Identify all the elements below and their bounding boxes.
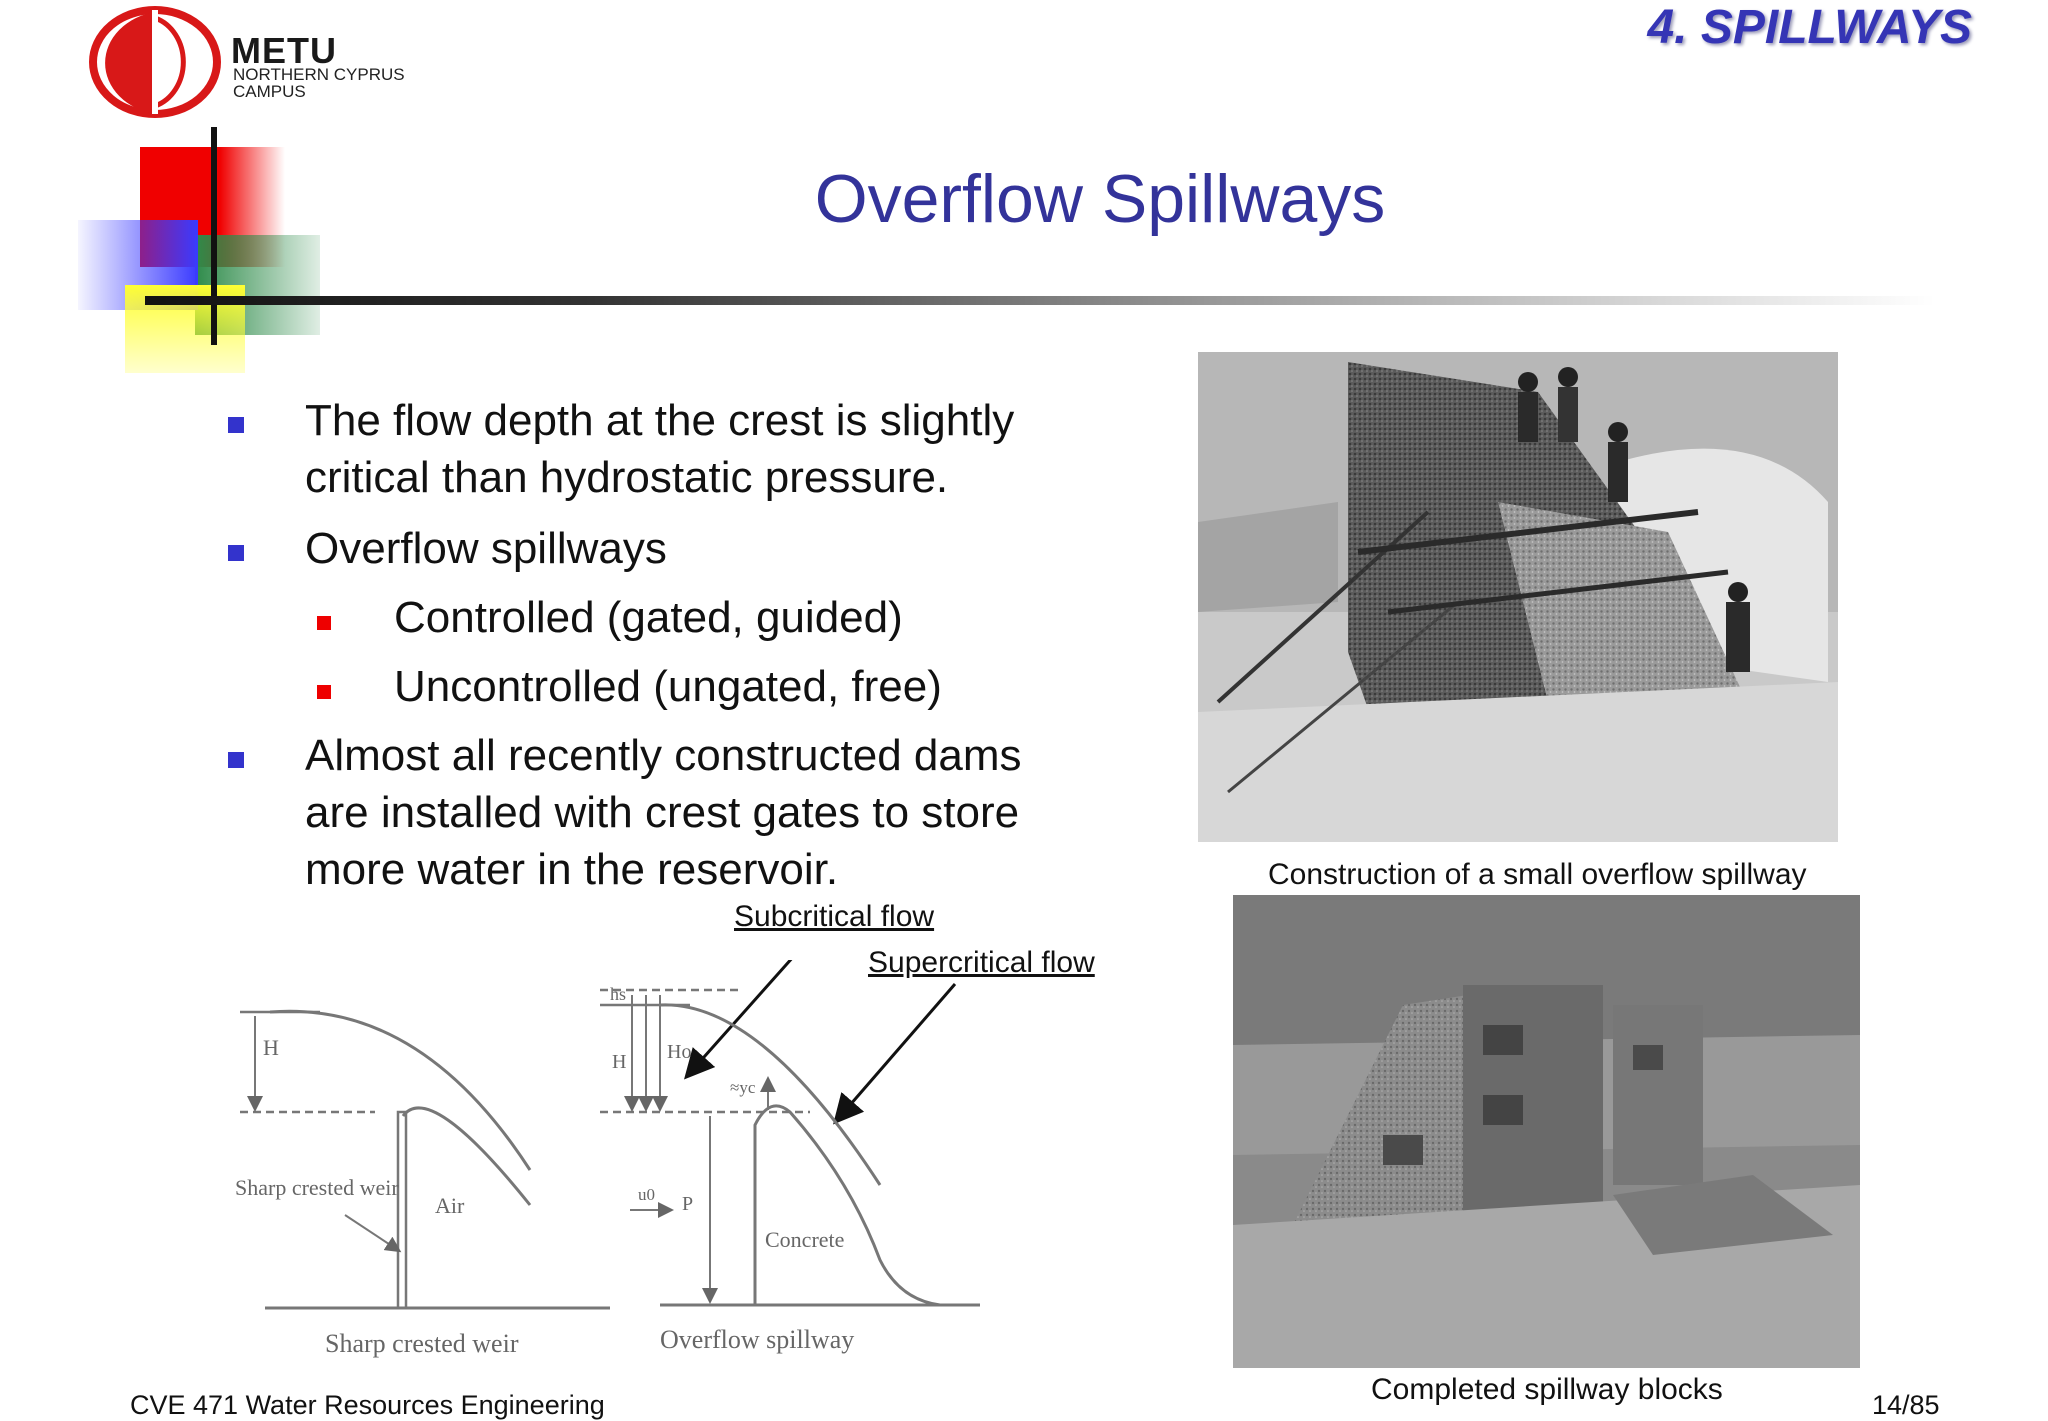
logo-name: METU [231,30,337,71]
sub-bullet-square-icon [317,685,331,699]
bottom-photo-caption: Completed spillway blocks [1371,1373,1723,1406]
label-yc: ≈yc [730,1078,756,1097]
logo-line2: CAMPUS [233,82,306,101]
bullet-1-line-1: The flow depth at the crest is slightly [305,396,1015,445]
bullet-3 [305,727,1022,898]
label-u0: u0 [638,1185,655,1204]
bullet-1-line-2: critical than hydrostatic pressure. [305,453,949,502]
logo-line1: NORTHERN CYPRUS [233,65,405,84]
bullet-1 [305,392,1014,506]
bullet-square-icon [228,545,244,561]
subcritical-flow-label: Subcritical flow [734,900,935,933]
right-diagram-caption: Overflow spillway [660,1325,855,1354]
label-air: Air [435,1193,465,1218]
bullet-3-line-3: more water in the reservoir. [305,845,839,894]
sub-bullet-2: Uncontrolled (ungated, free) [394,662,942,711]
bullet-square-icon [228,417,244,433]
bullet-3-line-1: Almost all recently constructed dams [305,731,1022,780]
label-hs: hs [610,984,627,1004]
footer-course: CVE 471 Water Resources Engineering [130,1390,605,1420]
sub-bullet-square-icon [317,616,331,630]
title-divider [145,296,1935,305]
bullet-square-icon [228,752,244,768]
section-tag: 4. SPILLWAYS [1647,1,1972,54]
label-H-left: H [263,1035,279,1060]
slide-title: Overflow Spillways [814,161,1386,237]
bullet-2: Overflow spillways [305,524,667,573]
footer-page-number: 14/85 [1872,1390,1940,1420]
label-H-right: H [612,1051,627,1073]
supercritical-flow-label: Supercritical flow [868,946,1095,979]
weir-spillway-diagram [220,960,1020,1370]
left-diagram-caption: Sharp crested weir [325,1329,519,1358]
sub-bullet-1: Controlled (gated, guided) [394,593,903,642]
label-Ho: Ho [667,1041,692,1063]
bullet-3-line-2: are installed with crest gates to store [305,788,1020,837]
completed-spillway-blocks-photo [1233,895,1860,1368]
top-photo-caption: Construction of a small overflow spillway [1268,858,1807,891]
label-P: P [682,1193,694,1215]
label-sharp-weir: Sharp crested weir [235,1175,399,1200]
label-concrete: Concrete [765,1227,845,1252]
decor-vertical-line [211,127,217,345]
spillway-construction-photo [1198,352,1838,842]
logo-subtitle [233,66,405,100]
